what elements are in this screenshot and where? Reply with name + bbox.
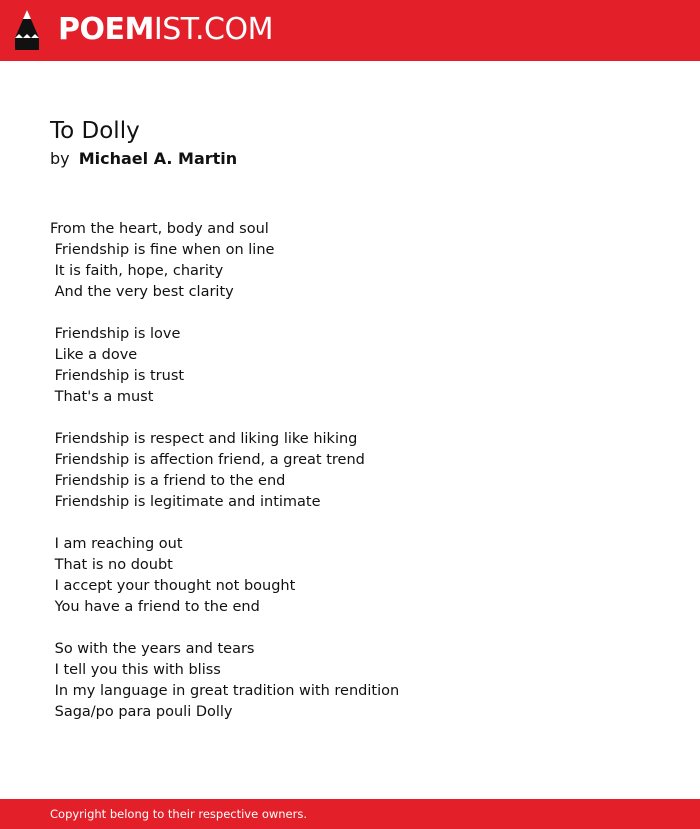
- poem-line: That is no doubt: [50, 557, 173, 573]
- poem-title: To Dolly: [50, 118, 140, 144]
- poem-line: From the heart, body and soul: [50, 221, 269, 237]
- poem-line: Friendship is love: [50, 326, 181, 342]
- pencil-tip-icon: [14, 8, 40, 52]
- poem-line: Friendship is legitimate and intimate: [50, 494, 321, 510]
- poem-line: I am reaching out: [50, 536, 183, 552]
- stanza-break: [50, 618, 650, 639]
- poem-line: Saga/po para pouli Dolly: [50, 704, 233, 720]
- poem-line: So with the years and tears: [50, 641, 255, 657]
- stanza-break: [50, 408, 650, 429]
- poem-line: I tell you this with bliss: [50, 662, 221, 678]
- poem-line: Friendship is a friend to the end: [50, 473, 286, 489]
- site-header: [0, 0, 700, 61]
- by-label: by: [50, 149, 70, 168]
- poem-line: Friendship is affection friend, a great trend: [50, 452, 365, 468]
- site-logo[interactable]: [14, 8, 273, 52]
- poem-line: That's a must: [50, 389, 154, 405]
- copyright-notice: Copyright belong to their respective owners.: [50, 807, 308, 821]
- poem-line: Friendship is trust: [50, 368, 185, 384]
- poem-line: And the very best clarity: [50, 284, 234, 300]
- poem-line: I accept your thought not bought: [50, 578, 296, 594]
- poem-line: You have a friend to the end: [50, 599, 260, 615]
- author-name[interactable]: Michael A. Martin: [78, 149, 238, 168]
- poem-body: [50, 219, 650, 723]
- poem-line: Friendship is fine when on line: [50, 242, 275, 258]
- logo-wordmark-rest: IST.COM: [153, 12, 273, 47]
- stanza-break: [50, 303, 650, 324]
- site-footer: [0, 799, 700, 829]
- stanza-break: [50, 513, 650, 534]
- poem-line: In my language in great tradition with rendition: [50, 683, 400, 699]
- logo-wordmark-bold: POEM: [58, 12, 154, 47]
- byline: [50, 149, 237, 169]
- logo-wordmark: [58, 8, 273, 52]
- poem-line: It is faith, hope, charity: [50, 263, 224, 279]
- poem-line: Like a dove: [50, 347, 138, 363]
- poem-line: Friendship is respect and liking like hiking: [50, 431, 358, 447]
